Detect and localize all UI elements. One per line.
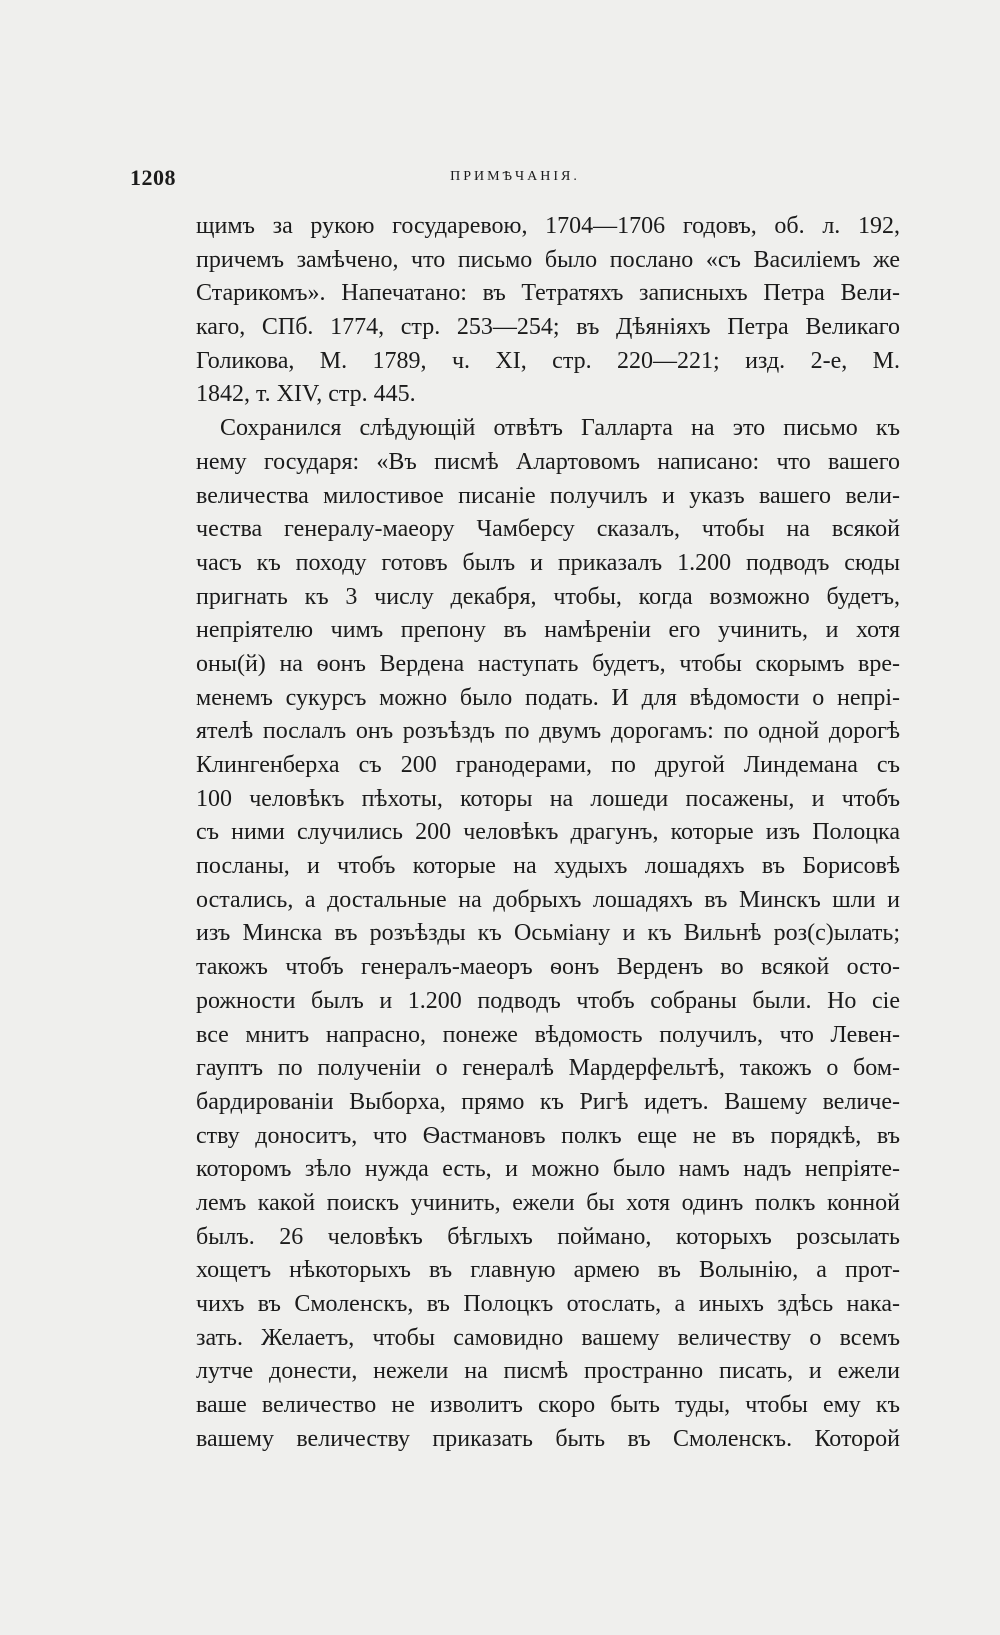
body-text <box>196 210 900 1456</box>
text-line: чихъ въ Смоленскъ, въ Полоцкъ отослать, а иныхъ здѣсь нака- <box>196 1291 900 1317</box>
paragraph-note-citation <box>196 210 900 412</box>
page-header <box>130 165 900 195</box>
text-line: которомъ зѣло нужда есть, и можно было намъ надъ непріяте- <box>196 1156 900 1183</box>
text-line: зать. Желаетъ, чтобы самовидно вашему величеству о всемъ <box>196 1324 900 1351</box>
text-line: Сохранился слѣдующій отвѣтъ Галларта на это письмо къ <box>220 415 900 442</box>
text-line: посланы, и чтобъ которые на худыхъ лошадяхъ въ Борисовѣ <box>196 853 900 880</box>
text-line: величества милостивое писаніе получилъ и указъ вашего вели- <box>196 482 900 509</box>
text-line: ству доноситъ, что Ѳастмановъ полкъ еще не въ порядкѣ, въ <box>196 1122 900 1149</box>
text-line: 1842, т. XIV, стр. 445. <box>196 381 416 408</box>
text-line: хощетъ нѣкоторыхъ въ главную армею въ Волынію, а прот- <box>196 1257 900 1284</box>
text-line: оны(й) на ѳонъ Вердена наступать будетъ, чтобы скорымъ вре- <box>196 650 900 677</box>
text-line: былъ. 26 человѣкъ бѣглыхъ поймано, которыхъ розсылать <box>196 1223 900 1250</box>
text-line: остались, а достальные на добрыхъ лошадяхъ въ Минскъ шли и <box>196 886 900 913</box>
text-line: пригнать къ 3 числу декабря, чтобы, когда возможно будетъ, <box>196 583 900 610</box>
paragraph-reply-letter <box>196 412 900 1456</box>
text-line: вашему величеству приказать быть въ Смоленскъ. Которой <box>196 1425 900 1452</box>
text-line: все мнитъ напрасно, понеже вѣдомость получилъ, что Левен- <box>196 1021 900 1048</box>
text-line: ятелѣ послалъ онъ розъѣздъ по двумъ дорогамъ: по одной дорогѣ <box>196 718 900 745</box>
text-line: Голикова, М. 1789, ч. XI, стр. 220—221; изд. 2-е, М. <box>196 347 900 374</box>
text-line: съ ними случились 200 человѣкъ драгунъ, которые изъ Полоцка <box>196 819 900 846</box>
page-number: 1208 <box>130 165 176 190</box>
running-title: ПРИМѢЧАНІЯ. <box>450 169 580 184</box>
text-line: менемъ сукурсъ можно было подать. И для вѣдомости о непрі- <box>196 684 900 711</box>
text-line: ваше величество не изволитъ скоро быть туды, чтобы ему къ <box>196 1392 900 1419</box>
text-line: бардированіи Выборха, прямо къ Ригѣ идетъ. Вашему величе- <box>196 1088 900 1115</box>
text-line: лемъ какой поискъ учинить, ежели бы хотя одинъ полкъ конной <box>196 1189 900 1216</box>
text-line: 100 человѣкъ пѣхоты, которы на лошеди посажены, и чтобъ <box>196 785 900 812</box>
text-line: чества генералу-маеору Чамберсу сказалъ, чтобы на всякой <box>196 516 900 543</box>
text-line: Клингенберха съ 200 гранодерами, по другой Линдемана съ <box>196 752 900 778</box>
text-line: изъ Минска въ розъѣзды къ Осьміану и къ Вильнѣ роз(с)ылать; <box>196 920 900 947</box>
text-line: рожности былъ и 1.200 подводъ чтобъ собраны были. Но сіе <box>196 987 900 1014</box>
text-line: щимъ за рукою государевою, 1704—1706 годовъ, об. л. 192, <box>196 213 900 239</box>
text-line: непріятелю чимъ препону въ намѣреніи его учинить, и хотя <box>196 617 900 644</box>
text-line: нему государя: «Въ писмѣ Алартовомъ написано: что вашего <box>196 448 900 475</box>
text-line: каго, СПб. 1774, стр. 253—254; въ Дѣяніяхъ Петра Великаго <box>196 314 900 341</box>
text-line: такожъ чтобъ генералъ-маеоръ ѳонъ Верденъ во всякой осто- <box>196 954 900 981</box>
text-line: лутче донести, нежели на писмѣ пространно писать, и ежели <box>196 1358 900 1385</box>
text-line: Старикомъ». Напечатано: въ Тетратяхъ записныхъ Петра Вели- <box>196 280 900 307</box>
text-line: часъ къ походу готовъ былъ и приказалъ 1.200 подводъ сюды <box>196 549 900 576</box>
text-line: причемъ замѣчено, что письмо было послано «съ Василіемъ же <box>196 246 900 273</box>
text-line: гауптъ по полученіи о генералѣ Мардерфельтѣ, такожъ о бом- <box>196 1055 900 1082</box>
